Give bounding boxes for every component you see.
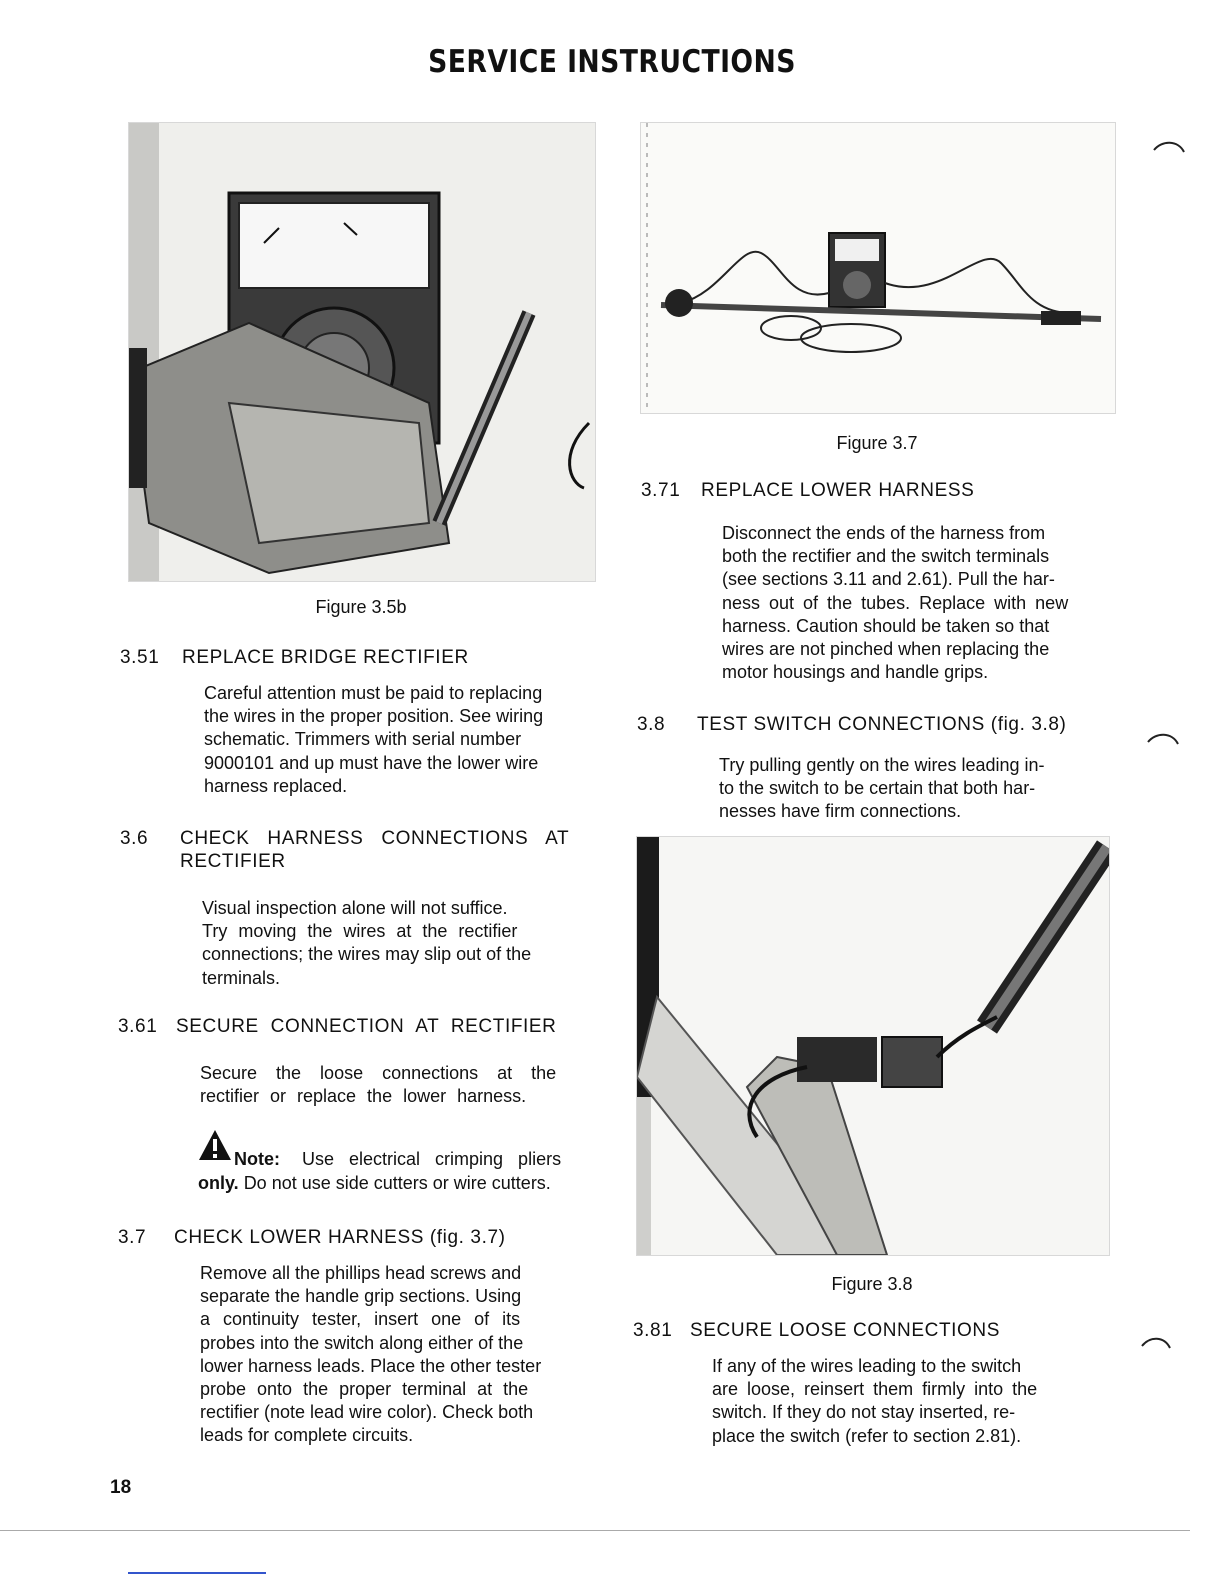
section-title: CHECK LOWER HARNESS (fig. 3.7) xyxy=(174,1227,506,1248)
section-title: SECURE LOOSE CONNECTIONS xyxy=(690,1320,1001,1341)
section-title: REPLACE LOWER HARNESS xyxy=(701,480,975,501)
note-first-line xyxy=(198,1128,598,1174)
section-title-continued: RECTIFIER xyxy=(180,851,286,872)
text-line: Disconnect the ends of the harness from xyxy=(722,523,1046,543)
footer-link-line xyxy=(128,1572,266,1574)
text-line: terminals. xyxy=(202,967,281,988)
section-3-81-heading xyxy=(633,1320,1113,1344)
binder-hole-mark-icon xyxy=(1138,1330,1188,1360)
section-3-6-heading xyxy=(120,828,600,876)
text-line: schematic. Trimmers with serial number xyxy=(204,729,522,750)
section-3-7-heading xyxy=(118,1227,598,1251)
harness-test-photo-icon xyxy=(641,123,1115,413)
figure-3-5b-caption: Figure 3.5b xyxy=(315,597,407,617)
figure-3-5b-photo xyxy=(128,122,596,582)
section-number: 3.6 xyxy=(120,828,149,849)
note-text: Use electrical crimping pliers xyxy=(302,1149,562,1169)
text-line: a continuity tester, insert one of its xyxy=(200,1309,521,1330)
text-line: probe onto the proper terminal at the xyxy=(200,1379,529,1400)
footer-divider xyxy=(0,1530,1190,1531)
text-line: are loose, reinsert them firmly into the xyxy=(712,1379,1038,1400)
text-line: Try moving the wires at the rectifier xyxy=(202,921,518,942)
binder-hole-mark-icon xyxy=(1150,138,1190,168)
section-number: 3.51 xyxy=(120,647,160,668)
text-line: separate the handle grip sections. Using xyxy=(200,1286,522,1307)
section-3-71-heading xyxy=(641,480,1121,504)
text-line: Remove all the phillips head screws and xyxy=(200,1263,522,1283)
text-line: the wires in the proper position. See wiring xyxy=(204,706,544,727)
text-line: ness out of the tubes. Replace with new xyxy=(722,592,1069,613)
figure-3-8-photo xyxy=(636,836,1110,1256)
section-3-8-heading xyxy=(637,714,1117,738)
text-line: rectifier or replace the lower harness. xyxy=(200,1086,527,1107)
section-title: REPLACE BRIDGE RECTIFIER xyxy=(182,647,469,668)
section-number: 3.8 xyxy=(637,714,666,735)
text-line: nesses have firm connections. xyxy=(719,801,962,822)
text-line: If any of the wires leading to the switch xyxy=(712,1356,1022,1376)
note-emphasis: only. xyxy=(198,1173,239,1193)
section-number: 3.81 xyxy=(633,1320,673,1341)
text-line: leads for complete circuits. xyxy=(200,1425,414,1446)
section-3-61-body xyxy=(200,1062,592,1108)
text-line: (see sections 3.11 and 2.61). Pull the har- xyxy=(722,569,1055,590)
text-line: rectifier (note lead wire color). Check both xyxy=(200,1402,534,1423)
text-line: connections; the wires may slip out of the xyxy=(202,944,532,965)
section-number: 3.61 xyxy=(118,1016,158,1037)
warning-icon xyxy=(198,1128,232,1162)
page-number: 18 xyxy=(110,1477,132,1498)
section-title: CHECK HARNESS CONNECTIONS AT xyxy=(180,828,570,849)
text-line: switch. If they do not stay inserted, re- xyxy=(712,1402,1016,1423)
text-line: harness replaced. xyxy=(204,775,348,796)
multimeter-photo-icon xyxy=(129,123,595,581)
figure-3-8-caption: Figure 3.8 xyxy=(831,1274,913,1294)
figure-3-7-photo xyxy=(640,122,1116,414)
section-3-51-body xyxy=(204,682,596,798)
text-line: lower harness leads. Place the other tester xyxy=(200,1355,542,1376)
section-title: SECURE CONNECTION AT RECTIFIER xyxy=(176,1016,557,1037)
section-3-51-heading xyxy=(120,647,600,671)
note-block xyxy=(198,1128,598,1195)
text-line: to the switch to be certain that both har- xyxy=(719,778,1036,799)
text-line: wires are not pinched when replacing the xyxy=(722,639,1050,660)
text-line: motor housings and handle grips. xyxy=(722,662,989,683)
switch-connection-photo-icon xyxy=(637,837,1109,1255)
section-3-71-body xyxy=(722,522,1114,684)
text-line: probes into the switch along either of the xyxy=(200,1332,524,1353)
section-title: TEST SWITCH CONNECTIONS (fig. 3.8) xyxy=(697,714,1067,735)
binder-hole-mark-icon xyxy=(1144,728,1184,758)
section-number: 3.71 xyxy=(641,480,681,501)
section-number: 3.7 xyxy=(118,1227,147,1248)
section-3-7-body xyxy=(200,1262,592,1448)
page-title: SERVICE INSTRUCTIONS xyxy=(428,44,796,80)
text-line: Careful attention must be paid to replacing xyxy=(204,683,543,703)
section-3-61-heading xyxy=(118,1016,598,1040)
section-3-8-body xyxy=(719,754,1111,824)
text-line: place the switch (refer to section 2.81). xyxy=(712,1425,1022,1446)
note-text-continued: Do not use side cutters or wire cutters. xyxy=(243,1173,551,1193)
text-line: harness. Caution should be taken so that xyxy=(722,615,1050,636)
text-line: Secure the loose connections at the xyxy=(200,1063,557,1083)
text-line: Visual inspection alone will not suffice. xyxy=(202,898,508,918)
note-label: Note: xyxy=(234,1149,280,1169)
text-line: Try pulling gently on the wires leading in- xyxy=(719,755,1045,775)
text-line: 9000101 and up must have the lower wire xyxy=(204,752,539,773)
section-3-6-body xyxy=(202,897,594,990)
figure-3-7-caption: Figure 3.7 xyxy=(836,433,918,453)
text-line: both the rectifier and the switch terminals xyxy=(722,546,1050,567)
section-3-81-body xyxy=(712,1355,1104,1448)
